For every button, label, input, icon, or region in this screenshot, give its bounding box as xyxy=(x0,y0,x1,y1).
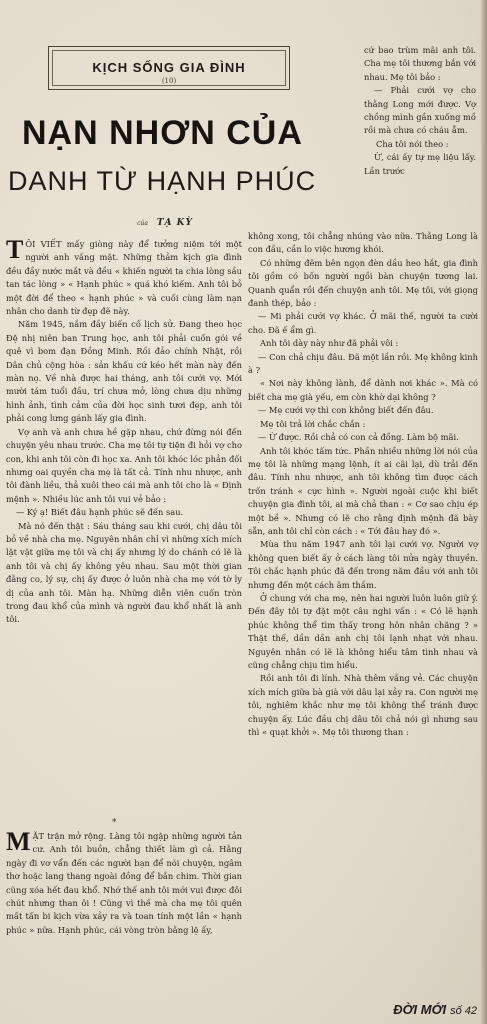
column-right xyxy=(248,230,478,739)
paragraph-opening-text: ẶT trận mở rộng. Làng tôi ngập những người tản cư. Anh tôi buồn, chẳng thiết làm gì cả. Hằng ngày đi vơ vẩn đến các người bạn để nói chuyện, ngâm thơ hoặc lang thang ngoài đồng để bắn chim. Thời gian cũng xóa hết đau khổ. Nhớ thế anh tôi mới vui được đôi chút nhưng than ôi ! Cũng vì thế mà cha mẹ tôi quên mất tấn bi kịch vừa xảy ra và toan tính một lần « hạnh phúc » nữa. Hạnh phúc, cái vòng tròn bằng lệ ấy, xyxy=(6,831,242,935)
paragraph: Có những đêm bên ngọn đèn dầu heo hắt, gia đình tôi gồm có bốn người ngồi bàn chuyện tương lai. Quanh quẩn rồi đến chuyện anh tôi. Mẹ tôi, với giọng đanh thép, bảo : xyxy=(248,257,478,309)
drop-cap: M xyxy=(6,827,31,856)
paragraph-opening xyxy=(6,827,242,937)
paragraph: không xong, tôi chẳng nhúng vào nữa. Thằng Long là con đầu, cần lo việc hương khói. xyxy=(248,231,478,255)
paragraph-opening xyxy=(6,235,242,318)
paragraph: Rồi anh tôi đi lính. Nhà thêm vắng vẻ. Các chuyện xích mích giữa bà già với dâu lại xảy ra. Con người mẹ tôi, nghiêm khắc như mẹ tôi không thể tránh được chuyện ấy. Lúc đầu chị dâu tôi chả nói gì nhưng sau thì « quạt khởi ». Mẹ tôi thương than : xyxy=(248,673,478,738)
paragraph-opening-text: ÔI VIẾT mấy giòng này để tưởng niệm tới một người anh vắng mặt. Những thảm kịch gia đình đều đầy nước mắt và đều « khiến người ta chia lòng sầu tan tác lòng » « Hạnh phúc » quá khó kiếm. Anh tôi bỏ một đời để theo « hạnh phúc » và cuối cùng làm nạn nhân cho danh từ đẹp đẽ này. xyxy=(6,239,242,317)
paragraph: — Ừ được. Rồi chả có con cả đồng. Làm bộ mãi. xyxy=(258,432,459,443)
drop-cap: T xyxy=(6,235,24,264)
paragraph: Cha tôi nói theo : xyxy=(376,138,449,149)
page-number: số 42 xyxy=(450,1005,477,1017)
headline-line-1: NẠN NHƠN CỦA xyxy=(22,114,303,152)
column-right-top xyxy=(364,44,476,178)
series-title-box xyxy=(48,46,290,90)
paragraph: Mà nó đến thật : Sáu tháng sau khi cưới, chị dâu tôi bỏ về nhà cha mẹ. Nguyên nhân chỉ vì những xích mích lặt vặt giữa mẹ tôi và chị ấy nhưng lý do chánh có lẽ là anh tôi và chị ấy không yêu nhau. Sau một thời gian đằng co, lý sự, chị ấy được ở luôn nhà cha mẹ với tờ ly dị của anh tôi. Màn hạ. Những diễn viên cuốn tròn trong đau khổ của mình và người đau khổ nhất là anh tôi. xyxy=(6,520,242,625)
section-divider: * xyxy=(112,818,119,828)
paragraph: — Phải cưới vợ cho thằng Long mới được. Vợ chồng mình gần xuống mồ rồi mà chưa có cháu ẫm. xyxy=(364,85,476,136)
paragraph: Anh tôi dày này như đã phải vôi : xyxy=(260,338,399,349)
byline xyxy=(0,218,330,228)
paragraph: « Nơi này không lành, để dành nơi khác ». Mà có biết cha mẹ già yếu, em còn khờ dại không ? xyxy=(248,378,478,402)
page-binding-edge xyxy=(481,0,487,1024)
paragraph: Mẹ tôi trả lời chắc chắn : xyxy=(260,418,366,429)
byline-prefix: của xyxy=(137,220,148,227)
column-left xyxy=(6,235,242,627)
paragraph: Anh tôi khóc tấm tức. Phần nhiều những lời nói của mẹ tôi là những mạng lệnh, ít ai cãi lại, dù trải đến đâu. Tính nhu nhược, anh tôi không tìm được cách trốn tránh « cực hình ». Người ngoài cuộc khi biết chuyện gia đình tôi, ai mà chả than : « Cơ sao chịu ép một bề ». Nhưng có lẽ cho rằng định mệnh đã bày sẵn, anh tôi chỉ còn cách : « Tới đâu hay đó ». xyxy=(248,445,478,536)
column-left-section-2 xyxy=(6,827,242,937)
paragraph: Vợ anh và anh chưa hề gặp nhau, chứ đừng nói đến chuyện yêu nhau trước. Cha mẹ tôi tự tiện đi hỏi vợ cho con, khi anh tôi còn đi học xa. Anh tôi khóc lóc phản đối nhưng oai quyền cha mẹ là tất cả. Tính nhu nhược, anh tôi đành liều, thả xuôi theo cái mà anh tôi cho là « Định mệnh ». Nhiều lúc anh tôi vui vẻ bảo : xyxy=(6,426,242,504)
paragraph: — Mẹ cưới vợ thì con không biết đến đâu. xyxy=(258,405,434,416)
paragraph: — Ký ạ! Biết đâu hạnh phúc sẽ đến sau. xyxy=(16,507,184,518)
page-footer xyxy=(393,1002,477,1017)
paragraph: Năm 1945, nắm đầy biến cố lịch sử. Đang theo học Đệ nhị niên ban Trung học, anh tôi phải cuốn gói về quê vì bom đạn Đồng Minh. Rồi đảo chính Nhật, rồi Dân chủ cộng hòa : sản khấu cứ kéo hết màn này đến màn nọ. Về nhà được hai tháng, anh tôi cưới vợ. Mới mười tám tuổi đầu, trí chưa mở, lòng chưa dịu những hình ảnh, tình cảm của đời học sinh tươi đẹp, anh tôi phải cong lưng gánh lấy gia đình. xyxy=(6,319,242,424)
paragraph: — Con chả chịu đâu. Đã một lần rồi. Mẹ không kinh à ? xyxy=(248,351,478,376)
paragraph: Mùa thu năm 1947 anh tôi lại cưới vợ. Người vợ không quen biết ấy ở cách làng tôi nửa ngày thuyền. Tôi chắc hạnh phúc đã đến trong năm đầu với anh tôi nhưng đến một cách âm thầm. xyxy=(248,539,478,590)
paragraph: cứ bao trùm mãi anh tôi. Cha mẹ tôi thương bắn với nhau. Mẹ tôi bảo : xyxy=(364,45,476,82)
issue-number: (10) xyxy=(161,77,177,85)
paragraph: — Mi phải cưới vợ khác. Ở mãi thế, người ta cười cho. Đã ế ẩm gì. xyxy=(248,311,478,335)
headline-line-2: DANH TỪ HẠNH PHÚC xyxy=(8,166,317,196)
magazine-name: ĐỜI MỚI xyxy=(393,1002,447,1017)
series-title: KỊCH SỐNG GIA ĐÌNH xyxy=(92,60,246,75)
paragraph: Ở chung với cha mẹ, nên hai người luôn luôn giữ ý. Đến đây tôi tự đặt một câu nghi vấn : « Có lẽ hạnh phúc không thể tìm thấy trong hôn nhân chăng ? » Thật thế, dần dần anh chị tôi lạnh nhạt với nhau. Nguyên nhân có lẽ là không hiểu tâm tình nhau và cũng chẳng chịu tìm hiểu. xyxy=(248,592,478,670)
paragraph: Ừ, cái ấy tự mẹ liệu lấy. Lần trước xyxy=(364,152,476,176)
byline-author: TẠ KỲ xyxy=(156,218,193,228)
